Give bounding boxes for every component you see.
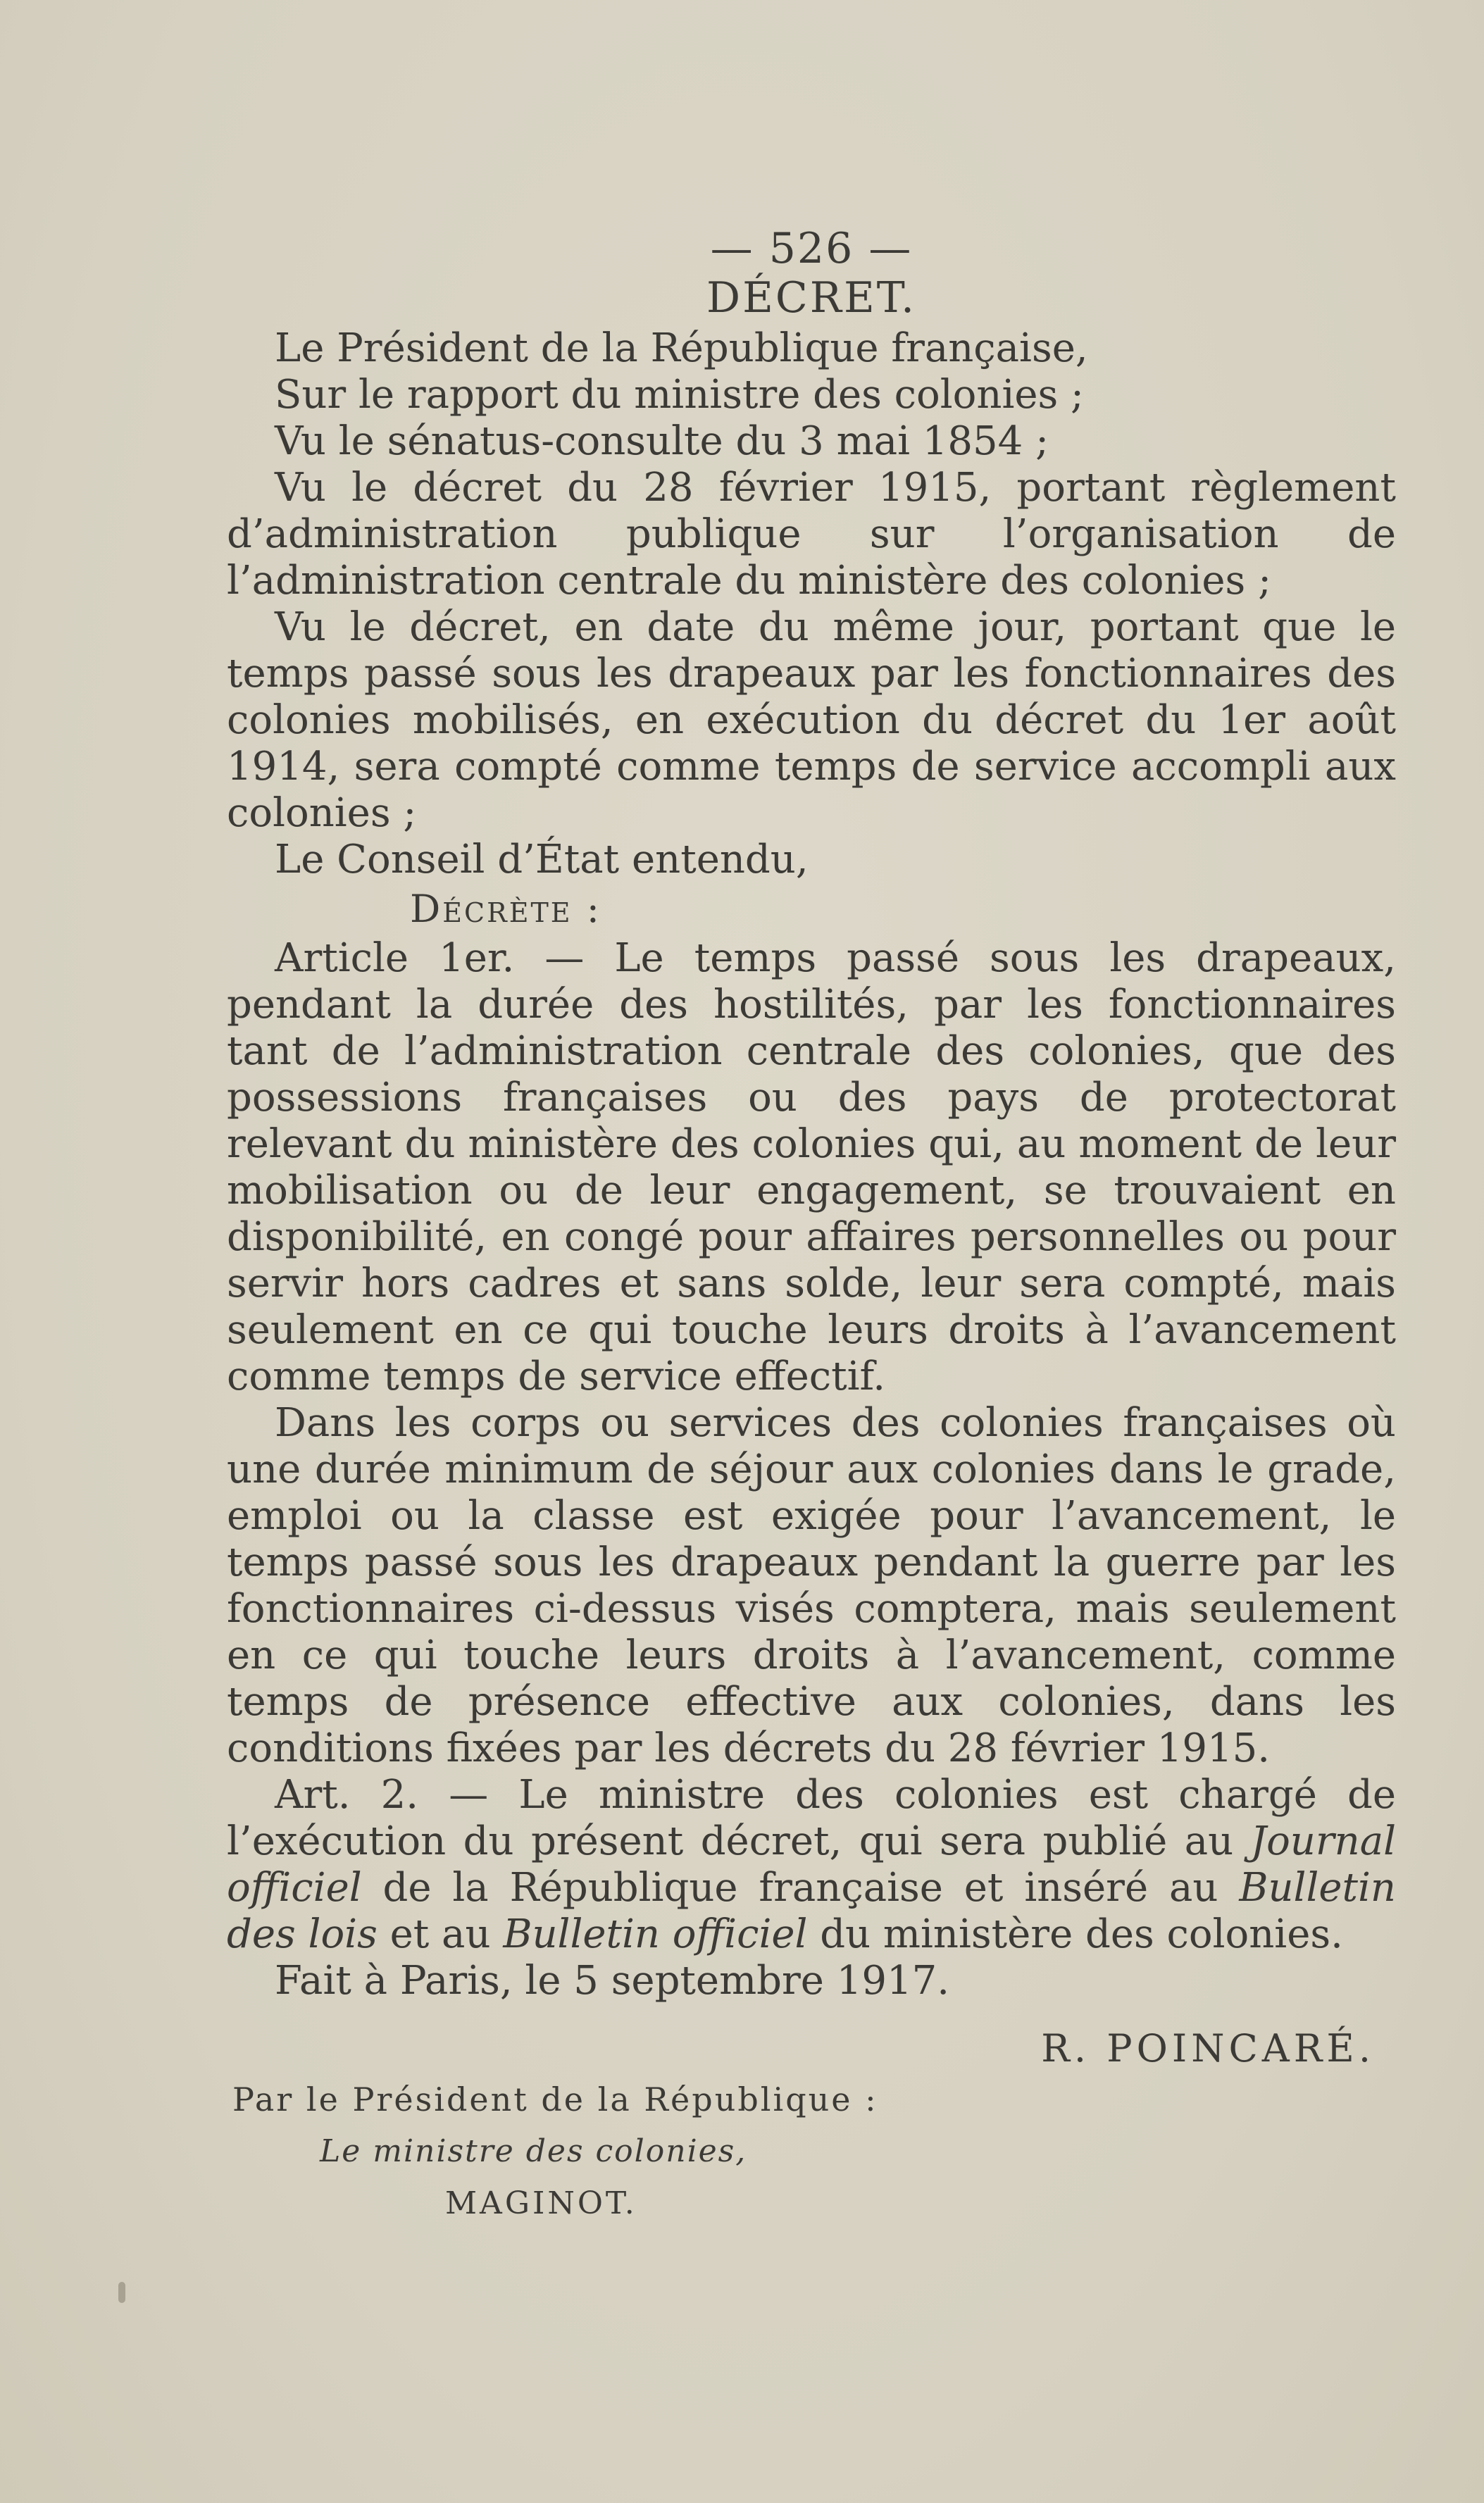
signature-poincare: R. POINCARÉ. bbox=[1041, 2026, 1375, 2071]
paragraph-decret-fevrier: Vu le décret du 28 février 1915, portant règlement d’administration publique sur l’organisation de l’administration centrale du ministère des colonies ; bbox=[227, 465, 1396, 604]
bulletin-des-lois: Bulletin des lois bbox=[227, 1865, 1396, 1957]
paragraph-conseil-etat: Le Conseil d’État entendu, bbox=[275, 837, 809, 882]
bulletin-officiel: Bulletin officiel bbox=[503, 1911, 808, 1957]
ink-smudge bbox=[118, 2282, 125, 2303]
decree-text bbox=[227, 225, 1396, 2227]
article-2 bbox=[227, 1772, 1396, 1958]
signature-maginot: MAGINOT. bbox=[445, 2185, 637, 2221]
page-title: DÉCRET. bbox=[706, 273, 917, 323]
paragraph-president: Le Président de la République française, bbox=[275, 325, 1088, 371]
ministre-des-colonies: Le ministre des colonies, bbox=[320, 2133, 747, 2169]
paragraph-rapport: Sur le rapport du ministre des colonies ; bbox=[275, 372, 1084, 418]
par-le-president: Par le Président de la République : bbox=[232, 2080, 878, 2118]
paragraph-senatus-consulte: Vu le sénatus-consulte du 3 mai 1854 ; bbox=[275, 418, 1049, 464]
page-number: — 526 — bbox=[710, 224, 913, 273]
article-2-end: du ministère des colonies. bbox=[807, 1911, 1343, 1957]
article-1-paragraph-2: Dans les corps ou services des colonies françaises où une durée minimum de séjour aux colonies dans le grade, emploi ou la classe est exigée pour l’avancement, le temps passé sous les drapeaux pendant la guerre par les fonctionnaires ci-dessus visés comptera, mais seulement en ce qui touche leurs droits à l’avancement, comme temps de présence effective aux colonies, dans les conditions fixées par les décrets du 28 février 1915. bbox=[227, 1400, 1396, 1771]
article-2-start: Art. 2. — Le ministre des colonies est chargé de l’exécution du présent décret, qui sera publié au bbox=[227, 1772, 1396, 1864]
article-1: Article 1er. — Le temps passé sous les drapeaux, pendant la durée des hostilités, par les fonctionnaires tant de l’administration centrale des colonies, que des possessions françaises ou des pays de protectorat relevant du ministère des colonies qui, au moment de leur mobilisation ou de leur engagement, se trouvaient en disponibilité, en congé pour affaires personnelles ou pour servir hors cadres et sans solde, leur sera compté, mais seulement en ce qui touche leurs droits à l’avancement comme temps de service effectif. bbox=[227, 935, 1396, 1399]
article-2-mid-1: de la République française et inséré au bbox=[361, 1865, 1240, 1911]
paragraph-decret-meme-jour: Vu le décret, en date du même jour, portant que le temps passé sous les drapeaux par les fonctionnaires des colonies mobilisés, en exécution du décret du 1er août 1914, sera compté comme temps de service accompli aux colonies ; bbox=[227, 604, 1396, 836]
journal-officiel: Journal officiel bbox=[227, 1818, 1396, 1911]
article-2-mid-2: et au bbox=[377, 1911, 504, 1957]
decrete-heading: Décrète : bbox=[410, 887, 601, 931]
fait-a-paris: Fait à Paris, le 5 septembre 1917. bbox=[275, 1958, 950, 2004]
